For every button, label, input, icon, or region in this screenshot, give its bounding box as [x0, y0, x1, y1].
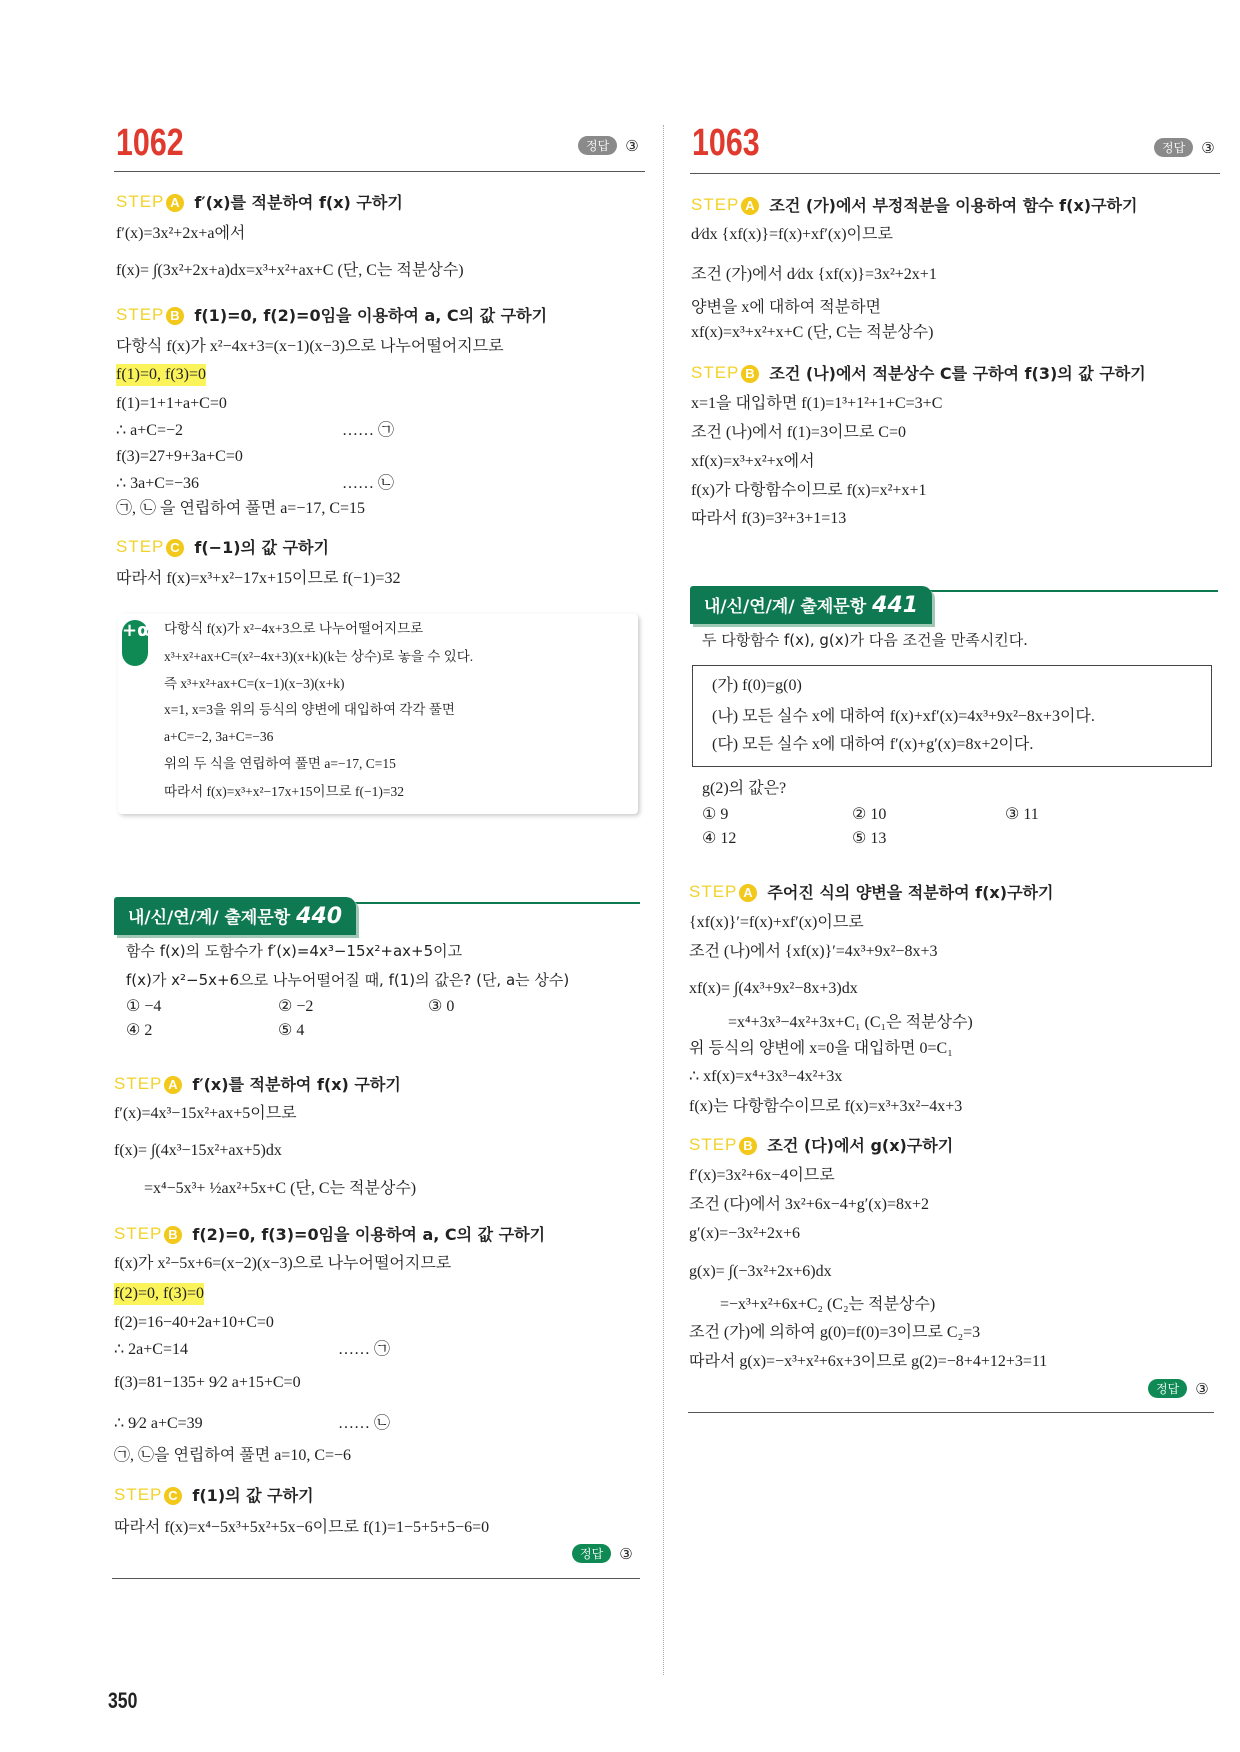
solution-line: 따라서 f(x)=x³+x²−17x+15이므로 f(−1)=32	[116, 570, 401, 587]
choice: ⑤ 13	[852, 830, 887, 847]
solution-line: f(x)가 x²−5x+6=(x−2)(x−3)으로 나누어떨어지므로	[114, 1255, 452, 1272]
solution-line: ∴ 2a+C=14	[114, 1341, 188, 1358]
solution-line: 따라서 g(x)=−x³+x²+6x+3이므로 g(2)=−8+4+12+3=11	[689, 1353, 1048, 1370]
solution-line: ∴ 9⁄2 a+C=39	[114, 1415, 203, 1432]
solution-line: 따라서 f(x)=x⁴−5x³+5x²+5x−6이므로 f(1)=1−5+5+5−6=0	[114, 1519, 490, 1536]
solution-line: 조건 (가)에서 d⁄dx {xf(x)}=3x²+2x+1	[691, 266, 937, 283]
solution-line: f(x)= ∫(3x²+2x+a)dx=x³+x²+ax+C (단, C는 적분상수)	[116, 262, 464, 279]
solution-line: d⁄dx {xf(x)}=f(x)+xf′(x)이므로	[691, 226, 893, 243]
step-c-heading: STEP C f(−1)의 값 구하기	[116, 536, 329, 557]
step-c-heading: STEP C f(1)의 값 구하기	[114, 1484, 314, 1505]
step-b-heading: STEP B f(1)=0, f(2)=0임을 이용하여 a, C의 값 구하기	[116, 304, 548, 325]
equation-marker: …… ㉡	[342, 475, 395, 492]
tip-line: a+C=−2, 3a+C=−36	[164, 729, 274, 744]
problem-text: 두 다항함수 f(x), g(x)가 다음 조건을 만족시킨다.	[702, 631, 1028, 649]
question: g(2)의 값은?	[702, 780, 787, 797]
problem-number: 1063	[692, 122, 760, 164]
solution-line: xf(x)= ∫(4x³+9x²−8x+3)dx	[689, 980, 858, 997]
step-b-heading: STEP B f(2)=0, f(3)=0임을 이용하여 a, C의 값 구하기	[114, 1223, 546, 1244]
solution-line: ∴ xf(x)=x⁴+3x³−4x²+3x	[689, 1068, 843, 1085]
choice: ④ 2	[126, 1022, 153, 1039]
solution-line: =x⁴−5x³+ ½ax²+5x+C (단, C는 적분상수)	[144, 1180, 417, 1197]
solution-line: f(x)가 다항함수이므로 f(x)=x²+x+1	[691, 482, 927, 499]
choice: ① 9	[702, 806, 729, 823]
step-b-heading: STEP B 조건 (나)에서 적분상수 C를 구하여 f(3)의 값 구하기	[691, 362, 1146, 383]
highlighted-line: f(2)=0, f(3)=0	[114, 1283, 204, 1305]
end-rule	[112, 1578, 640, 1579]
end-rule	[688, 1412, 1214, 1413]
section-rule	[900, 590, 1218, 592]
choice: ① −4	[126, 998, 162, 1015]
equation-marker: …… ㉠	[338, 1341, 391, 1358]
solution-line: f′(x)=3x²+2x+a에서	[116, 225, 246, 242]
solution-line: 따라서 f(3)=3²+3+1=13	[691, 510, 847, 527]
choice: ③ 0	[428, 998, 455, 1015]
solution-line: f(3)=27+9+3a+C=0	[116, 448, 243, 465]
column-divider	[663, 125, 664, 1675]
problem-text: f(x)가 x²−5x+6으로 나누어떨어질 때, f(1)의 값은? (단, a는 상수)	[126, 971, 570, 989]
solution-line: x=1을 대입하면 f(1)=1³+1²+1+C=3+C	[691, 395, 943, 412]
solution-line: 조건 (가)에 의하여 g(0)=f(0)=3이므로 C₂=3	[689, 1324, 981, 1341]
section-rule	[340, 902, 640, 904]
title-rule	[114, 171, 645, 172]
step-a-heading: STEP A f′(x)를 적분하여 f(x) 구하기	[116, 191, 403, 212]
choice: ② −2	[278, 998, 314, 1015]
solution-line: f(x)는 다항함수이므로 f(x)=x³+3x²−4x+3	[689, 1098, 963, 1115]
equation-marker: …… ㉡	[338, 1415, 391, 1432]
solution-line: =x⁴+3x³−4x²+3x+C₁ (C₁은 적분상수)	[728, 1014, 973, 1031]
solution-line: g′(x)=−3x²+2x+6	[689, 1225, 801, 1242]
solution-line: f′(x)=3x²+6x−4이므로	[689, 1167, 835, 1184]
solution-line: ∴ 3a+C=−36	[116, 475, 200, 492]
solution-line: f′(x)=4x³−15x²+ax+5이므로	[114, 1105, 297, 1122]
related-problem-header: 내/신/연/계/ 출제문항 441	[690, 586, 932, 624]
solution-line: 다항식 f(x)가 x²−4x+3=(x−1)(x−3)으로 나누어떨어지므로	[116, 338, 504, 355]
tip-line: 다항식 f(x)가 x²−4x+3으로 나누어떨어지므로	[164, 621, 424, 636]
solution-line: f(x)= ∫(4x³−15x²+ax+5)dx	[114, 1142, 282, 1159]
step-a-heading: STEP A 조건 (가)에서 부정적분을 이용하여 함수 f(x)구하기	[691, 194, 1138, 215]
solution-line: 위 등식의 양변에 x=0을 대입하면 0=C₁	[689, 1040, 953, 1057]
solution-line: 조건 (나)에서 {xf(x)}′=4x³+9x²−8x+3	[689, 943, 938, 960]
solution-line: xf(x)=x³+x²+x에서	[691, 453, 815, 470]
solution-line: xf(x)=x³+x²+x+C (단, C는 적분상수)	[691, 324, 934, 341]
equation-marker: …… ㉠	[342, 422, 395, 439]
answer-badge	[578, 136, 639, 155]
tip-line: 위의 두 식을 연립하여 풀면 a=−17, C=15	[164, 756, 396, 771]
tip-line: x³+x²+ax+C=(x²−4x+3)(x+k)(k는 상수)로 놓을 수 있다.	[164, 649, 474, 664]
choice: ⑤ 4	[278, 1022, 305, 1039]
choice: ④ 12	[702, 830, 737, 847]
solution-line: 조건 (다)에서 3x²+6x−4+g′(x)=8x+2	[689, 1196, 930, 1213]
title-rule	[690, 173, 1220, 174]
related-problem-header: 내/신/연/계/ 출제문항 440	[114, 897, 356, 935]
solution-line: f(1)=1+1+a+C=0	[116, 395, 227, 412]
choice: ③ 11	[1005, 806, 1039, 823]
answer-badge: 정답 ③	[1154, 138, 1215, 157]
problem-text: 함수 f(x)의 도함수가 f′(x)=4x³−15x²+ax+5이고	[126, 942, 463, 960]
step-a-heading: STEP A 주어진 식의 양변을 적분하여 f(x)구하기	[689, 881, 1054, 902]
choice: ② 10	[852, 806, 887, 823]
solution-line: g(x)= ∫(−3x²+2x+6)dx	[689, 1263, 832, 1280]
step-b-heading: STEP B 조건 (다)에서 g(x)구하기	[689, 1134, 954, 1155]
solution-line: {xf(x)}′=f(x)+xf′(x)이므로	[689, 914, 864, 931]
answer-label: 정답	[578, 136, 617, 155]
solution-line: 양변을 x에 대하여 적분하면	[691, 299, 882, 316]
condition: (다) 모든 실수 x에 대하여 f′(x)+g′(x)=8x+2이다.	[712, 736, 1034, 753]
solution-line: ㉠, ㉡을 연립하여 풀면 a=10, C=−6	[114, 1447, 352, 1464]
condition: (나) 모든 실수 x에 대하여 f(x)+xf′(x)=4x³+9x²−8x+3이다.	[712, 708, 1095, 725]
tip-line: x=1, x=3을 위의 등식의 양변에 대입하여 각각 풀면	[164, 702, 455, 717]
problem-number: 1062	[116, 122, 184, 164]
solution-line: f(3)=81−135+ 9⁄2 a+15+C=0	[114, 1374, 301, 1391]
solution-line: ㉠, ㉡ 을 연립하여 풀면 a=−17, C=15	[116, 500, 366, 517]
tip-line: 따라서 f(x)=x³+x²−17x+15이므로 f(−1)=32	[164, 784, 404, 799]
condition: (가) f(0)=g(0)	[712, 677, 802, 694]
page-number: 350	[108, 1688, 138, 1713]
solution-line: 조건 (나)에서 f(1)=3이므로 C=0	[691, 424, 907, 441]
answer-badge: 정답 ③	[572, 1544, 633, 1563]
answer-value: ③	[625, 136, 639, 155]
answer-badge: 정답 ③	[1148, 1379, 1209, 1398]
plus-alpha-icon: +α	[122, 620, 148, 666]
solution-line: f(2)=16−40+2a+10+C=0	[114, 1314, 274, 1331]
tip-line: 즉 x³+x²+ax+C=(x−1)(x−3)(x+k)	[164, 676, 345, 691]
solution-line: ∴ a+C=−2	[116, 422, 184, 439]
solution-line: =−x³+x²+6x+C₂ (C₂는 적분상수)	[720, 1296, 936, 1313]
highlighted-line: f(1)=0, f(3)=0	[116, 364, 206, 386]
step-a-heading: STEP A f′(x)를 적분하여 f(x) 구하기	[114, 1073, 401, 1094]
